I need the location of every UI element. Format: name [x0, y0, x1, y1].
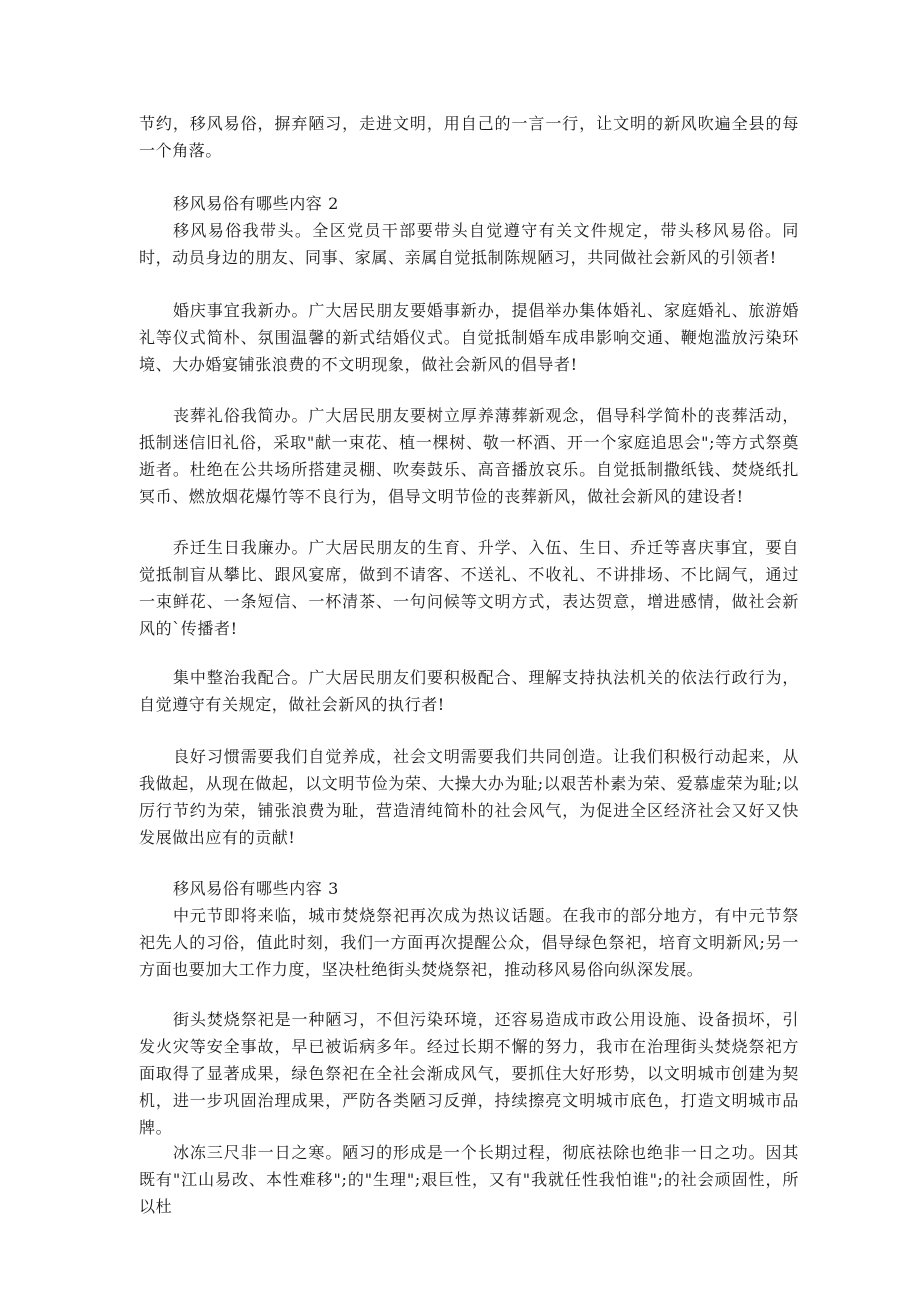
- paragraph: 丧葬礼俗我简办。广大居民朋友要树立厚养薄葬新观念，倡导科学简朴的丧葬活动，抵制迷信旧礼俗，采取"献一束花、植一棵树、敬一杯酒、开一个家庭追思会";等方式祭奠逝者。杜绝在公共场所搭建灵棚、吹奏鼓乐、高音播放哀乐。自觉抵制撒纸钱、焚烧纸扎冥币、燃放烟花爆竹等不良行为，倡导文明节俭的丧葬新风，做社会新风的建设者!: [139, 406, 799, 506]
- paragraph: 良好习惯需要我们自觉养成，社会文明需要我们共同创造。让我们积极行动起来，从我做起，从现在做起，以文明节俭为荣、大操大办为耻;以艰苦朴素为荣、爱慕虚荣为耻;以厉行节约为荣，铺张浪费为耻，营造清纯简朴的社会风气，为促进全区经济社会又好又快发展做出应有的贡献!: [139, 747, 799, 847]
- paragraph: 婚庆事宜我新办。广大居民朋友要婚事新办，提倡举办集体婚礼、家庭婚礼、旅游婚礼等仪式简朴、氛围温馨的新式结婚仪式。自觉抵制婚车成串影响交通、鞭炮滥放污染环境、大办婚宴铺张浪费的不文明现象，做社会新风的倡导者!: [139, 301, 799, 374]
- section-3-heading: 移风易俗有哪些内容 3: [173, 879, 339, 898]
- paragraph: 冰冻三尺非一日之寒。陋习的形成是一个长期过程，彻底祛除也绝非一日之功。因其既有"江山易改、本性难移";的"生理";艰巨性，又有"我就任性我怕谁";的社会顽固性，所以杜: [139, 1143, 799, 1216]
- paragraph: 乔迁生日我廉办。广大居民朋友的生育、升学、入伍、生日、乔迁等喜庆事宜，要自觉抵制盲从攀比、跟风宴席，做到不请客、不送礼、不收礼、不讲排场、不比阔气，通过一束鲜花、一条短信、一杯清茶、一句问候等文明方式，表达贺意，增进感情，做社会新风的`传播者!: [139, 538, 799, 638]
- section-2-heading: 移风易俗有哪些内容 2: [173, 194, 339, 213]
- paragraph: 移风易俗我带头。全区党员干部要带头自觉遵守有关文件规定，带头移风易俗。同时，动员身边的朋友、同事、家属、亲属自觉抵制陈规陋习，共同做社会新风的引领者!: [139, 221, 799, 267]
- paragraph: 中元节即将来临，城市焚烧祭祀再次成为热议话题。在我市的部分地方，有中元节祭祀先人的习俗，值此时刻，我们一方面再次提醒公众，倡导绿色祭祀，培育文明新风;另一方面也要加大工作力度，坚决杜绝街头焚烧祭祀，推动移风易俗向纵深发展。: [139, 906, 799, 979]
- intro-paragraph: 节约，移风易俗，摒弃陋习，走进文明，用自己的一言一行，让文明的新风吹遍全县的每一个角落。: [139, 114, 799, 160]
- paragraph: 集中整治我配合。广大居民朋友们要积极配合、理解支持执法机关的依法行政行为，自觉遵守有关规定，做社会新风的执行者!: [139, 668, 799, 714]
- paragraph: 街头焚烧祭祀是一种陋习，不但污染环境，还容易造成市政公用设施、设备损坏，引发火灾等安全事故，早已被诟病多年。经过长期不懈的努力，我市在治理街头焚烧祭祀方面取得了显著成果，绿色祭祀在全社会渐成风气，要抓住大好形势，以文明城市创建为契机，进一步巩固治理成果，严防各类陋习反弹，持续擦亮文明城市底色，打造文明城市品牌。: [139, 1010, 799, 1137]
